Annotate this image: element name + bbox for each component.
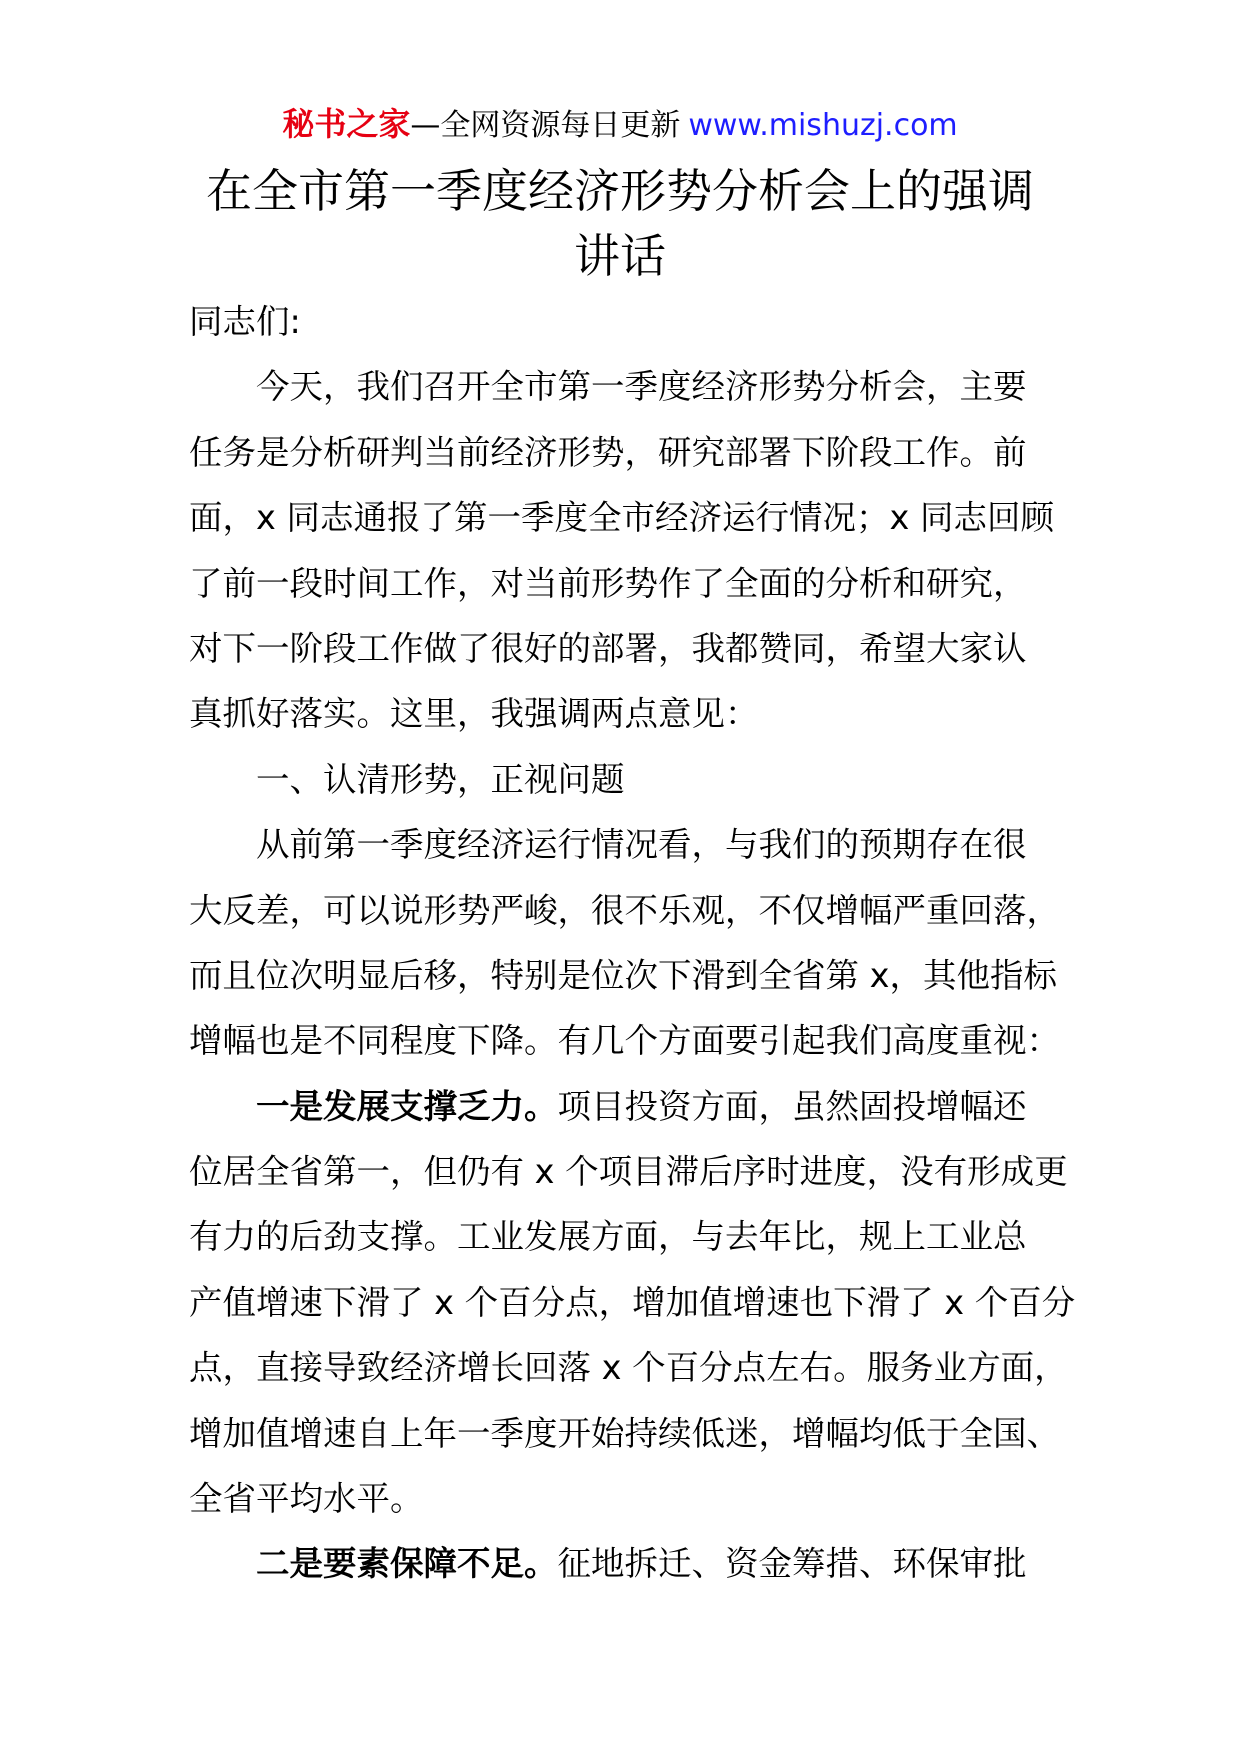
section-heading: 一、认清形势，正视问题 bbox=[256, 759, 625, 799]
body-line: 而且位次明显后移，特别是位次下滑到全省第 x，其他指标 bbox=[189, 955, 1057, 995]
point-lead: 二是要素保障不足。 bbox=[256, 1544, 558, 1584]
body-line: 真抓好落实。这里，我强调两点意见： bbox=[189, 694, 759, 734]
body-line: 点，直接导致经济增长回落 x 个百分点左右。服务业方面， bbox=[189, 1348, 1068, 1388]
body-line: 了前一段时间工作，对当前形势作了全面的分析和研究， bbox=[189, 563, 1027, 603]
body-line: 对下一阶段工作做了很好的部署，我都赞同，希望大家认 bbox=[189, 628, 1027, 668]
body-line: 增幅也是不同程度下降。有几个方面要引起我们高度重视： bbox=[189, 1021, 1060, 1061]
overview-paragraph bbox=[189, 812, 1149, 1074]
body-line: 位居全省第一，但仍有 x 个项目滞后序时进度，没有形成更 bbox=[189, 1152, 1068, 1192]
body-line: 有力的后劲支撑。工业发展方面，与去年比，规上工业总 bbox=[189, 1217, 1027, 1257]
point-lead: 一是发展支撑乏力。 bbox=[256, 1086, 558, 1126]
body-line: 任务是分析研判当前经济形势，研究部署下阶段工作。前 bbox=[189, 432, 1027, 472]
body-line: 今天，我们召开全市第一季度经济形势分析会，主要 bbox=[256, 367, 1027, 407]
site-brand: 秘书之家 bbox=[282, 105, 411, 143]
body-text: 征地拆迁、资金筹措、环保审批 bbox=[557, 1544, 1027, 1584]
body-line: 产值增速下滑了 x 个百分点，增加值增速也下滑了 x 个百分 bbox=[189, 1282, 1076, 1322]
body-line: 增加值增速自上年一季度开始持续低迷，增幅均低于全国、 bbox=[189, 1413, 1060, 1453]
body-line: 大反差，可以说形势严峻，很不乐观，不仅增幅严重回落， bbox=[189, 890, 1060, 930]
body-line: 从前第一季度经济运行情况看，与我们的预期存在很 bbox=[256, 825, 1027, 865]
document-body bbox=[189, 289, 1149, 1597]
site-tagline: —全网资源每日更新 bbox=[410, 108, 681, 143]
title-line-1: 在全市第一季度经济形势分析会上的强调 bbox=[206, 164, 1034, 218]
body-line bbox=[189, 1074, 1149, 1139]
site-header bbox=[0, 104, 1240, 144]
body-line: 全省平均水平。 bbox=[189, 1479, 424, 1519]
body-line bbox=[189, 1531, 1149, 1596]
intro-paragraph bbox=[189, 354, 1149, 746]
point2-paragraph bbox=[189, 1531, 1149, 1596]
body-text: 项目投资方面，虽然固投增幅还 bbox=[557, 1086, 1027, 1126]
salutation: 同志们: bbox=[189, 302, 301, 341]
site-url: www.mishuzj.com bbox=[688, 108, 958, 143]
title-line-2: 讲话 bbox=[574, 229, 666, 283]
body-line: 面，x 同志通报了第一季度全市经济运行情况；x 同志回顾 bbox=[189, 498, 1054, 538]
document-title bbox=[0, 159, 1240, 289]
point1-paragraph bbox=[189, 1074, 1149, 1532]
